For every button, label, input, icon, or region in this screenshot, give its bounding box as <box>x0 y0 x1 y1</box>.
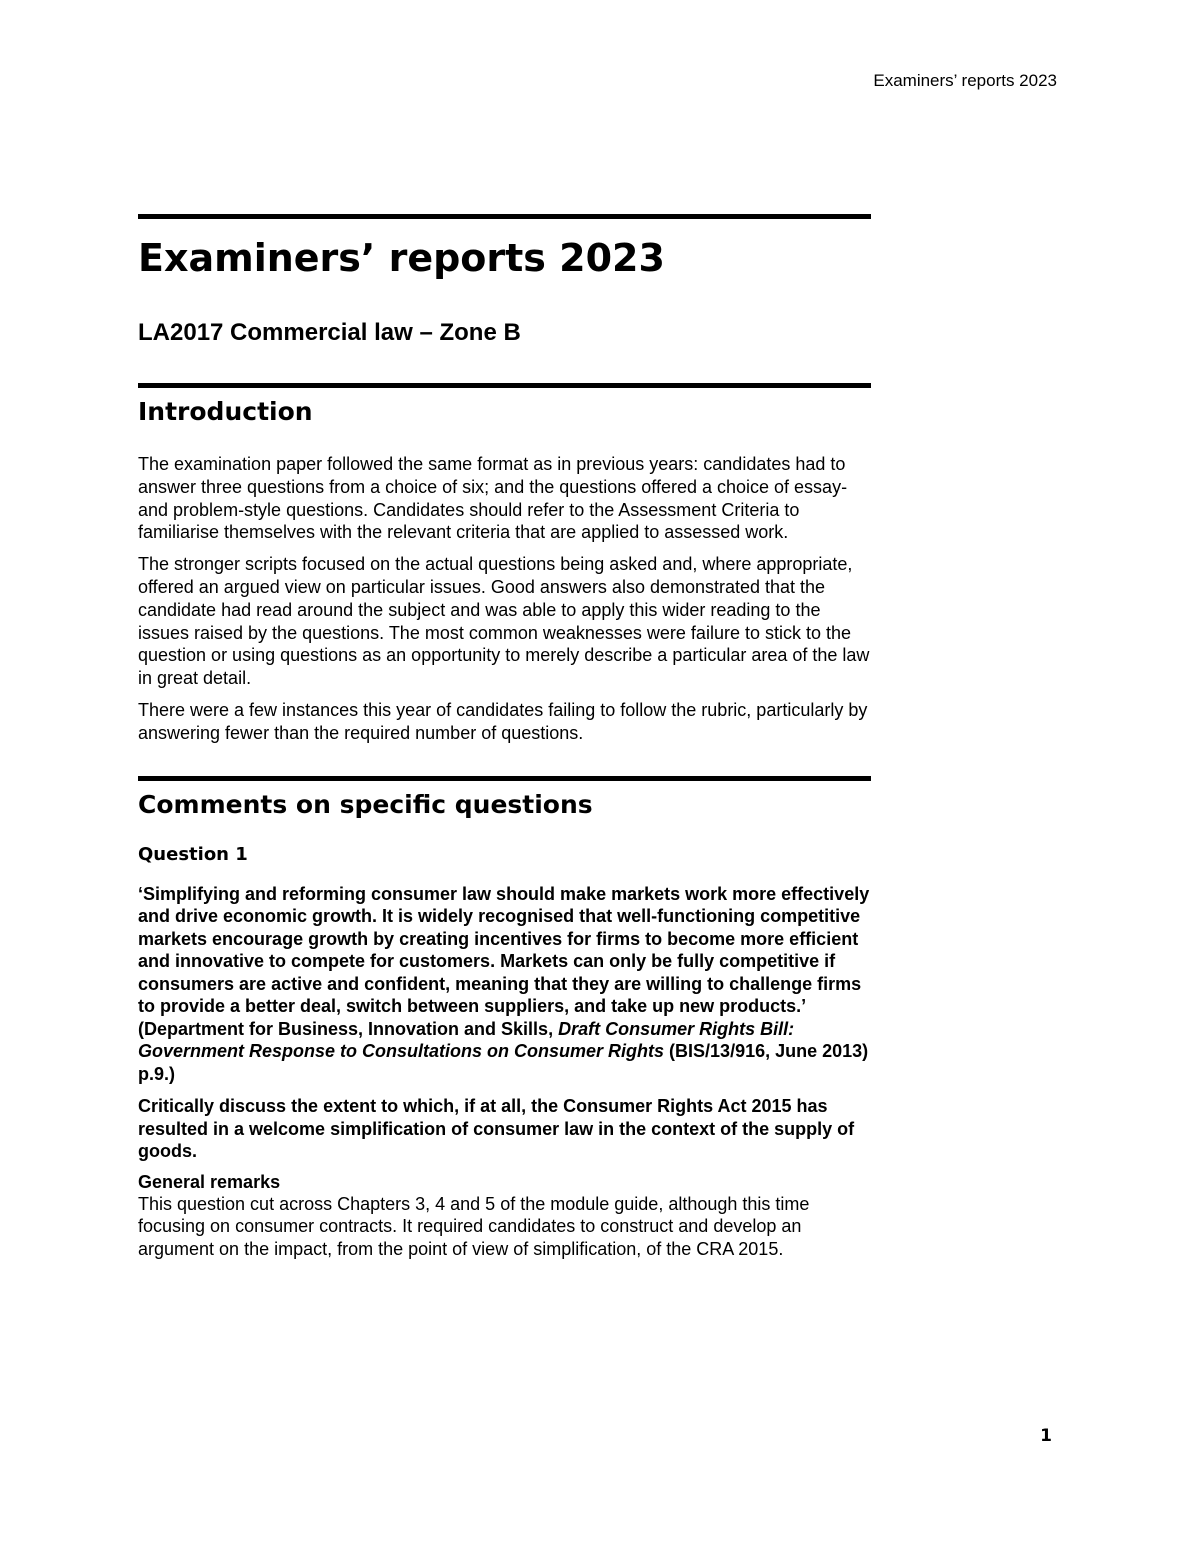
introduction-paragraph-3: There were a few instances this year of candidates failing to follow the rubric, particularly by answering fewer than the required number of questions. <box>138 699 868 743</box>
quote-text: ‘Simplifying and reforming consumer law should make markets work more effectively and drive economic growth. It is widely recognised that well-functioning competitive markets encourage growth by creating incentives for firms to become more efficient and innovative to compete for customers. Markets can only be fully competitive if consumers are active and confident, meaning that they are willing to challenge firms to provide a better deal, switch between suppliers, and take up new products.’ (Department for Business, Innovation and Skills, <box>138 883 870 1039</box>
introduction-paragraph-1: The examination paper followed the same format as in previous years: candidates had to answer three questions from a choice of six; and the questions offered a choice of essay- and problem-style questions. Candidates should refer to the Assessment Criteria to familiarise themselves with the relevant criteria that are applied to assessed work. <box>138 454 848 543</box>
quote-source-reference: (BIS/13/916, June 2013) p.9.) <box>138 1041 869 1084</box>
question-1-task: Critically discuss the extent to which, if at all, the Consumer Rights Act 2015 has resulted in a welcome simplification of consumer law in the context of the supply of goods. <box>138 1096 855 1162</box>
running-head: Examiners’ reports 2023 <box>873 71 1057 90</box>
title-rule-top <box>138 214 871 219</box>
question-1-quote <box>138 883 871 1086</box>
general-remarks-heading: General remarks <box>138 1171 281 1192</box>
general-remarks-text: This question cut across Chapters 3, 4 and 5 of the module guide, although this time focusing on consumer contracts. It required candidates to construct and develop an argument on the impact, from the point of view of simplification, of the CRA 2015. <box>138 1193 810 1260</box>
introduction-paragraph-2: The stronger scripts focused on the actual questions being asked and, where appropriate, offered an argued view on particular issues. Good answers also demonstrated that the candidate had read around the subject and was able to apply this wider reading to the issues raised by the questions. The most common weaknesses were failure to stick to the question or using questions as an opportunity to merely describe a particular area of the law in great detail. <box>138 554 870 689</box>
page-title: Examiners’ reports 2023 <box>138 236 665 280</box>
section-rule-comments <box>138 776 871 781</box>
quote-source-title: Draft Consumer Rights Bill: Government Response to Consultations on Consumer Rights <box>138 1018 795 1062</box>
page-number: 1 <box>1040 1426 1052 1446</box>
section-rule-introduction <box>138 383 871 388</box>
comments-heading: Comments on specific questions <box>138 789 593 819</box>
page-content <box>138 214 871 1261</box>
page-subtitle: LA2017 Commercial law – Zone B <box>138 319 521 346</box>
question-1-label: Question 1 <box>138 843 248 865</box>
introduction-heading: Introduction <box>138 397 313 426</box>
